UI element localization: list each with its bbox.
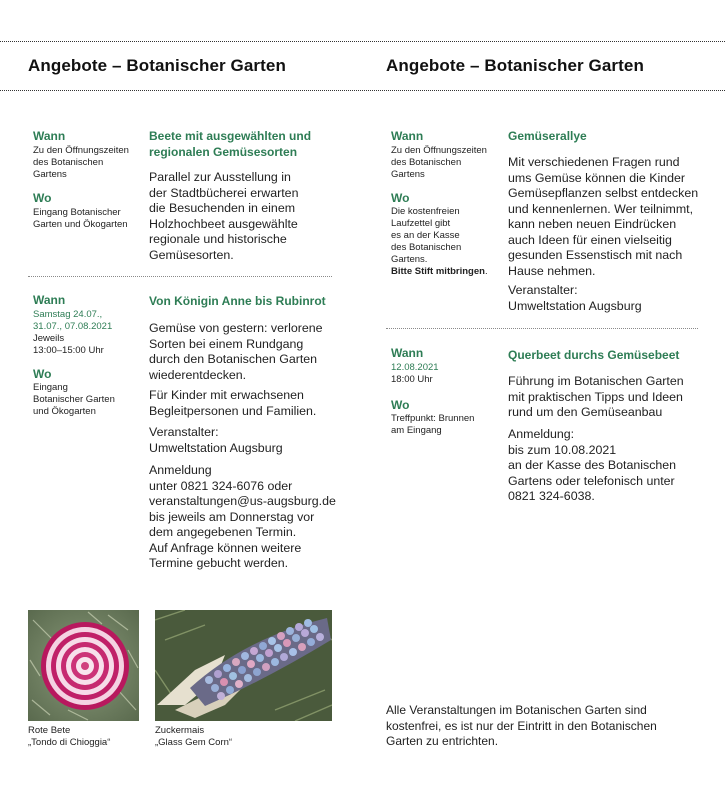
right-ev2-wann-label: Wann [391, 346, 424, 360]
left-ev2-title: Von Königin Anne bis Rubinrot [149, 294, 326, 308]
right-ev1-wo-text: Die kostenfreien Laufzettel gibt es an der Kasse des Botanischen Gartens. Bitte Stift mitbringen. [391, 206, 488, 277]
right-ev1-wann-label: Wann [391, 129, 424, 143]
right-ev1-para2: Veranstalter: Umweltstation Augsburg [508, 283, 642, 313]
left-ev2-wann-label: Wann [33, 293, 66, 307]
beetroot-photo [28, 610, 139, 721]
corn-photo [155, 610, 332, 721]
right-ev2-title: Querbeet durchs Gemüsebeet [508, 348, 680, 362]
corn-caption: Zuckermais „Glass Gem Corn“ [155, 725, 233, 748]
right-divider [386, 328, 698, 329]
left-ev2-para1: Gemüse von gestern: verlorene Sorten bei einem Rundgang durch den Botanischen Garten wiederentdecken. [149, 321, 323, 382]
right-header-title: Angebote – Botanischer Garten [386, 56, 644, 75]
left-ev1-wann-label: Wann [33, 129, 66, 143]
left-ev2-para2: Für Kinder mit erwachsenen Begleitpersonen und Familien. [149, 388, 317, 418]
right-ev2-para1: Führung im Botanischen Garten mit praktischen Tipps und Ideen rund um den Gemüseanbau [508, 374, 684, 419]
left-ev2-para4: Anmeldung unter 0821 324-6076 oder veranstaltungen@us-augsburg.de bis jeweils am Donnerstag vor dem angegebenen Termin. Auf Anfrage können weitere Termine gebucht werden. [149, 463, 336, 570]
left-ev1-wo-text: Eingang Botanischer Garten und Ökogarten [33, 207, 128, 230]
left-ev1-body: Parallel zur Ausstellung in der Stadtbücherei erwarten die Besuchenden in einem Holzhochbeet ausgewählte regionale und historische Gemüsesorten. [149, 170, 299, 262]
header-dotted-rule [0, 90, 725, 91]
right-ev2-wo-label: Wo [391, 398, 410, 412]
right-ev1-wann-text: Zu den Öffnungszeiten des Botanischen Gartens [391, 145, 487, 180]
top-dotted-rule [0, 41, 725, 42]
left-ev2-para3: Veranstalter: Umweltstation Augsburg [149, 425, 283, 455]
right-ev1-para1: Mit verschiedenen Fragen rund ums Gemüse können die Kinder Gemüsepflanzen selbst entdecken und kennenlernen. Wer teilnimmt, kann neben neuen Eindrücken auch Ideen für einen vielseitig gesunden Essenstisch mit nach Hause nehmen. [508, 155, 699, 278]
left-ev1-title: Beete mit ausgewählten und regionalen Gemüsesorten [149, 129, 312, 159]
right-ev2-wo-text: Treffpunkt: Brunnen am Eingang [391, 413, 475, 436]
left-header-title: Angebote – Botanischer Garten [28, 56, 286, 75]
left-ev1-wo-label: Wo [33, 191, 52, 205]
left-ev2-wo-text: Eingang Botanischer Garten und Ökogarten [33, 382, 115, 417]
left-divider [28, 276, 332, 277]
beetroot-caption: Rote Bete „Tondo di Chioggia“ [28, 725, 111, 748]
right-ev1-title: Gemüserallye [508, 129, 587, 143]
left-ev2-wann-text: Samstag 24.07., 31.07., 07.08.2021 Jeweils 13:00–15:00 Uhr [33, 309, 113, 356]
right-ev2-wann-text: 12.08.2021 18:00 Uhr [391, 362, 439, 385]
footer-note: Alle Veranstaltungen im Botanischen Garten sind kostenfrei, es ist nur der Eintritt in den Botanischen Garten zu entrichten. [386, 703, 657, 748]
right-ev1-wo-label: Wo [391, 191, 410, 205]
left-ev1-wann-text: Zu den Öffnungszeiten des Botanischen Gartens [33, 145, 129, 180]
right-ev2-para2: Anmeldung: bis zum 10.08.2021 an der Kasse des Botanischen Gartens oder telefonisch unter 0821 324-6038. [508, 427, 677, 503]
left-ev2-wo-label: Wo [33, 367, 52, 381]
